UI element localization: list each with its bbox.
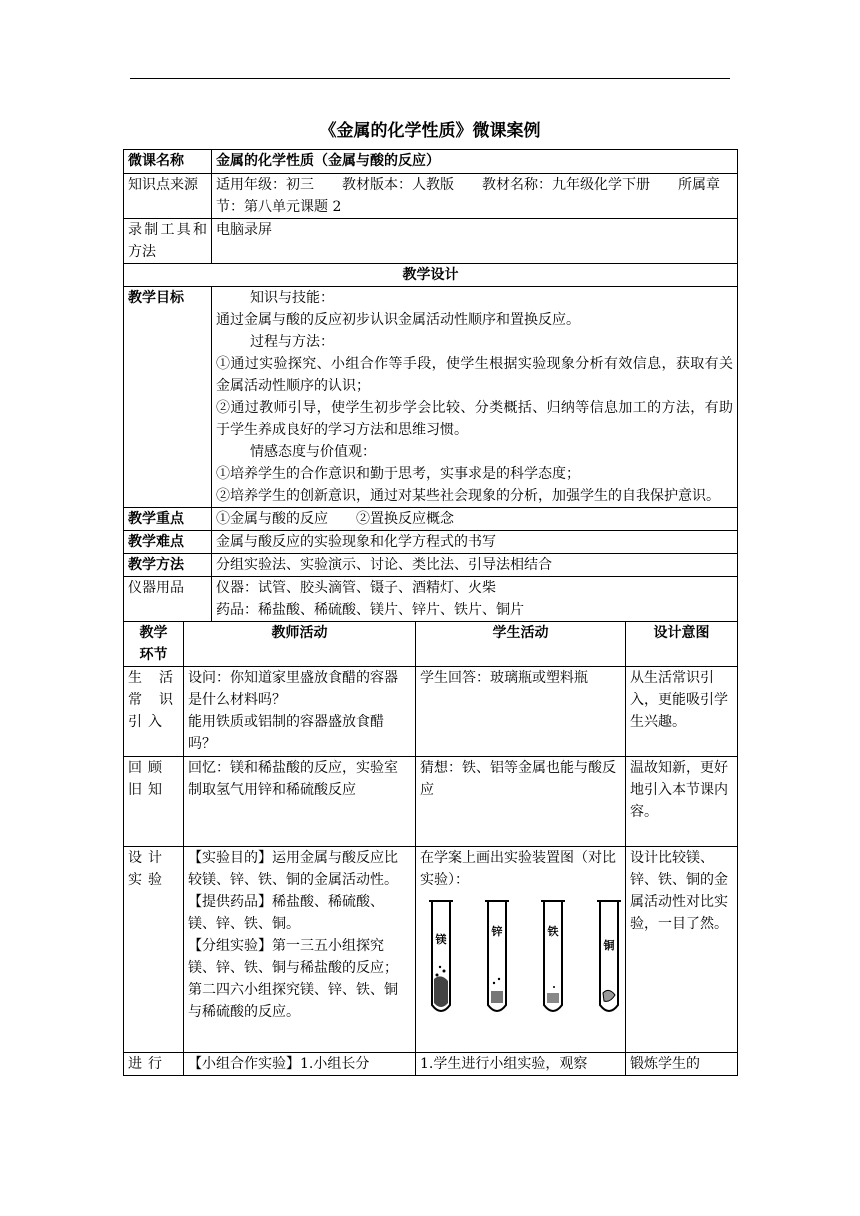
methods-row bbox=[124, 554, 738, 577]
intent-cell: 从生活常识引入，更能吸引学生兴趣。 bbox=[626, 667, 738, 757]
stage-cell: 设计实验 bbox=[124, 847, 184, 1053]
student-text: 在学案上画出实验装置图（对比实验）： bbox=[420, 850, 616, 888]
intent-cell: 锻炼学生的 bbox=[626, 1053, 738, 1076]
course-name-label: 微课名称 bbox=[124, 150, 212, 174]
reagents-text: 药品：稀盐酸、稀硫酸、镁片、锌片、铁片、铜片 bbox=[216, 602, 524, 618]
tube-label: 铁 bbox=[547, 925, 559, 938]
equipment-content bbox=[212, 577, 738, 622]
student-cell bbox=[416, 847, 626, 1053]
instruments-text: 仪器：试管、胶头滴管、镊子、酒精灯、火柴 bbox=[216, 580, 496, 596]
tools-value: 电脑录屏 bbox=[212, 219, 738, 264]
goals-label: 教学目标 bbox=[124, 287, 212, 508]
test-tube-zinc bbox=[482, 897, 512, 1019]
teacher-cell: 设问：你知道家里盛放食醋的容器是什么材料吗？ 能用铁质或铝制的容器盛放食醋吗？ bbox=[184, 667, 416, 757]
design-header-row bbox=[124, 264, 738, 287]
key-points-row bbox=[124, 508, 738, 531]
process-header-row bbox=[124, 622, 738, 667]
goal-heading-attitude: 情感态度与价值观： bbox=[250, 444, 376, 460]
goals-content bbox=[212, 287, 738, 508]
lesson-plan-table bbox=[123, 149, 738, 1076]
goal-text: ②通过教师引导，使学生初步学会比较、分类概括、归纳等信息加工的方法，有助于学生养成良好的学习方法和思维习惯。 bbox=[216, 400, 734, 438]
goal-text: ①通过实验探究、小组合作等手段，使学生根据实验现象分析有效信息，获取有关金属活动性顺序的认识； bbox=[216, 356, 734, 394]
student-cell: 学生回答：玻璃瓶或塑料瓶 bbox=[416, 667, 626, 757]
tools-label: 录制工具和方法 bbox=[124, 219, 212, 264]
goal-text: 通过金属与酸的反应初步认识金属活动性顺序和置换反应。 bbox=[216, 312, 580, 328]
test-tube-iron bbox=[538, 897, 568, 1019]
methods-value: 分组实验法、实验演示、讨论、类比法、引导法相结合 bbox=[212, 554, 738, 577]
difficulties-row bbox=[124, 531, 738, 554]
teacher-cell: 【实验目的】运用金属与酸反应比较镁、锌、铁、铜的金属活动性。 【提供药品】稀盐酸、稀硫酸、镁、锌、铁、铜。 【分组实验】第一三五小组探究镁、锌、铁、铜与稀盐酸的反应；第二四六小组探究镁、锌、铁、铜与稀硫酸的反应。 bbox=[184, 847, 416, 1053]
teacher-cell: 回忆：镁和稀盐酸的反应，实验室制取氢气用锌和稀硫酸反应 bbox=[184, 757, 416, 847]
test-tube-diagram bbox=[420, 891, 621, 1019]
key-points-value: ①金属与酸的反应 ②置换反应概念 bbox=[212, 508, 738, 531]
test-tube-copper bbox=[594, 897, 624, 1019]
student-cell: 1.学生进行小组实验，观察 bbox=[416, 1053, 626, 1076]
student-cell: 猜想：铁、铝等金属也能与酸反应 bbox=[416, 757, 626, 847]
stage-header: 教学环节 bbox=[124, 622, 184, 667]
difficulties-label: 教学难点 bbox=[124, 531, 212, 554]
equipment-label: 仪器用品 bbox=[124, 577, 212, 622]
process-row bbox=[124, 757, 738, 847]
source-row bbox=[124, 174, 738, 219]
key-points-label: 教学重点 bbox=[124, 508, 212, 531]
goal-heading-process: 过程与方法： bbox=[250, 334, 334, 350]
teacher-cell: 【小组合作实验】1.小组长分 bbox=[184, 1053, 416, 1076]
process-row bbox=[124, 667, 738, 757]
goal-heading-knowledge: 知识与技能： bbox=[250, 290, 334, 306]
tube-label: 锌 bbox=[491, 925, 503, 938]
teacher-header: 教师活动 bbox=[184, 622, 416, 667]
source-label: 知识点来源 bbox=[124, 174, 212, 219]
tube-label: 镁 bbox=[435, 933, 447, 946]
methods-label: 教学方法 bbox=[124, 554, 212, 577]
stage-cell: 生活常识引入 bbox=[124, 667, 184, 757]
process-row bbox=[124, 847, 738, 1053]
intent-cell: 温故知新，更好地引入本节课内容。 bbox=[626, 757, 738, 847]
course-name-value: 金属的化学性质（金属与酸的反应） bbox=[212, 150, 738, 174]
test-tube-magnesium bbox=[426, 897, 456, 1019]
student-header: 学生活动 bbox=[416, 622, 626, 667]
document-title: 《金属的化学性质》微课案例 bbox=[319, 121, 541, 141]
equipment-row bbox=[124, 577, 738, 622]
difficulties-value: 金属与酸反应的实验现象和化学方程式的书写 bbox=[212, 531, 738, 554]
goals-row bbox=[124, 287, 738, 508]
intent-header: 设计意图 bbox=[626, 622, 738, 667]
tube-label: 铜 bbox=[603, 939, 615, 952]
header-rule bbox=[130, 78, 730, 79]
stage-cell: 回顾旧知 bbox=[124, 757, 184, 847]
intent-cell: 设计比较镁、锌、铁、铜的金属活动性对比实验，一目了然。 bbox=[626, 847, 738, 1053]
stage-cell: 进行 bbox=[124, 1053, 184, 1076]
process-row bbox=[124, 1053, 738, 1076]
goal-text: ②培养学生的创新意识，通过对某些社会现象的分析，加强学生的自我保护意识。 bbox=[216, 488, 720, 504]
tools-row bbox=[124, 219, 738, 264]
goal-text: ①培养学生的合作意识和勤于思考，实事求是的科学态度； bbox=[216, 466, 580, 482]
source-value: 适用年级：初三 教材版本：人教版 教材名称：九年级化学下册 所属章节：第八单元课题 2 bbox=[212, 174, 738, 219]
design-header: 教学设计 bbox=[124, 264, 738, 287]
course-name-row bbox=[124, 150, 738, 174]
